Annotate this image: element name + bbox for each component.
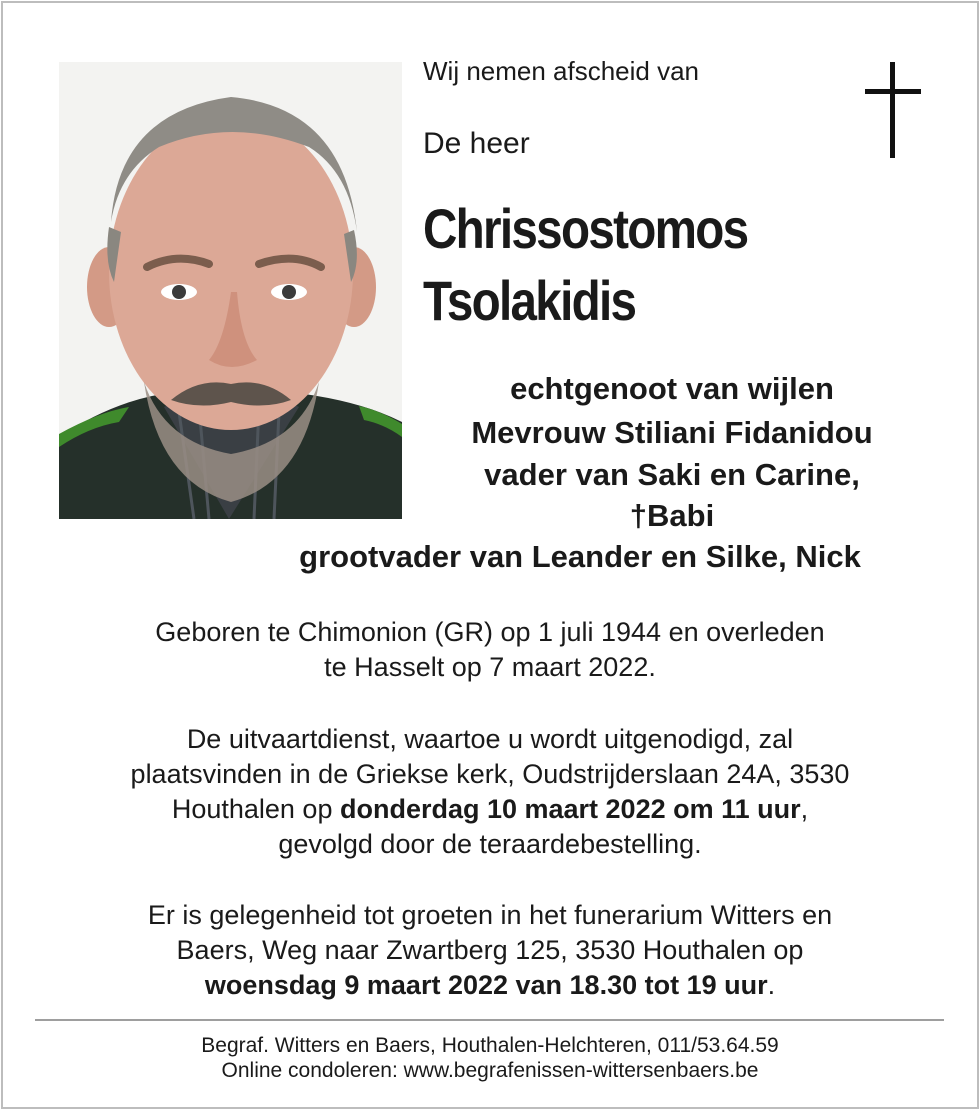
visitation-line-3-end: .	[767, 970, 776, 1000]
service-date: donderdag 10 maart 2022 om 11 uur	[339, 794, 801, 824]
family-spouse-name: Mevrouw Stiliani Fidanidou	[471, 415, 873, 450]
family-children: vader van Saki en Carine,	[484, 457, 860, 492]
service-line-3-end: ,	[800, 794, 809, 824]
deceased-name	[423, 193, 747, 337]
service-line-3-start: Houthalen op	[171, 794, 340, 824]
birth-line-2: te Hasselt op 7 maart 2022.	[324, 652, 656, 682]
intro-text: Wij nemen afscheid van	[423, 56, 700, 86]
last-name: Tsolakidis	[423, 269, 636, 332]
first-name: Chrissostomos	[423, 197, 748, 260]
portrait-photo	[59, 62, 402, 519]
visitation-paragraph	[40, 898, 940, 1003]
birth-death-paragraph	[40, 615, 940, 685]
cross-vertical-bar	[890, 62, 895, 158]
honorific: De heer	[423, 127, 530, 160]
visitation-line-1: Er is gelegenheid tot groeten in het funerarium Witters en	[147, 900, 833, 930]
funeral-home-info: Begraf. Witters en Baers, Houthalen-Helchteren, 011/53.64.59	[201, 1034, 779, 1057]
family-spouse-intro: echtgenoot van wijlen	[510, 371, 834, 406]
visitation-date: woensdag 9 maart 2022 van 18.30 tot 19 uur	[204, 970, 768, 1000]
family-deceased-child: †Babi	[629, 498, 715, 533]
service-line-1: De uitvaartdienst, waartoe u wordt uitgenodigd, zal	[186, 724, 794, 754]
family-grandchildren: grootvader van Leander en Silke, Nick	[299, 539, 861, 574]
online-condolence-link[interactable]: Online condoleren: www.begrafenissen-wittersenbaers.be	[221, 1059, 759, 1082]
visitation-line-2: Baers, Weg naar Zwartberg 125, 3530 Houthalen op	[176, 935, 804, 965]
cross-horizontal-bar	[865, 89, 921, 94]
birth-line-1: Geboren te Chimonion (GR) op 1 juli 1944 en overleden	[155, 617, 825, 647]
cross-icon	[865, 62, 921, 158]
service-paragraph	[40, 722, 940, 862]
footer-divider	[35, 1019, 944, 1021]
service-line-2: plaatsvinden in de Griekse kerk, Oudstrijderslaan 24A, 3530	[130, 759, 850, 789]
service-line-4: gevolgd door de teraardebestelling.	[278, 829, 702, 859]
